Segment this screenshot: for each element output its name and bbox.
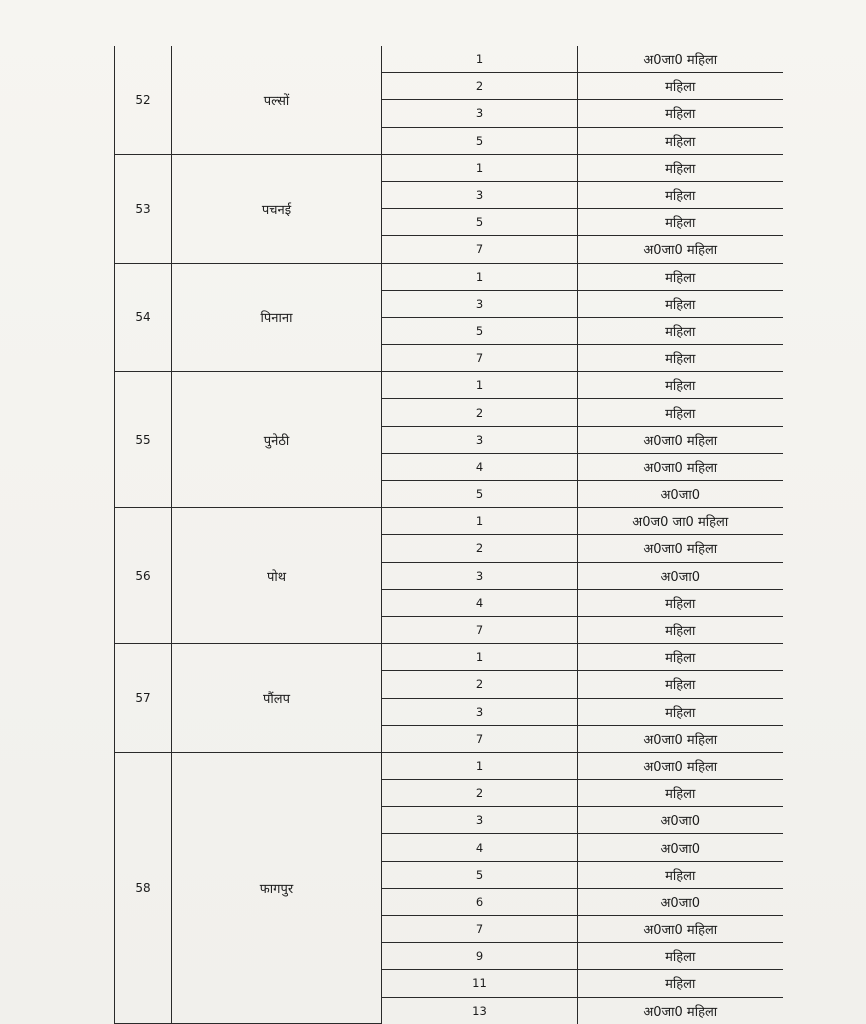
table-row	[115, 154, 783, 181]
table-row	[115, 508, 783, 535]
ward-number-cell: 3	[382, 807, 578, 834]
ward-number-cell: 1	[382, 508, 578, 535]
ward-number-cell: 1	[382, 752, 578, 779]
ward-number-cell: 5	[382, 317, 578, 344]
reservation-category-cell: अ0जा0 महिला	[578, 236, 783, 263]
ward-number-cell: 4	[382, 589, 578, 616]
village-name-cell: पिनाना	[172, 263, 382, 372]
ward-number-cell: 1	[382, 154, 578, 181]
reservation-category-cell: महिला	[578, 616, 783, 643]
ward-number-cell: 1	[382, 644, 578, 671]
serial-number-cell: 54	[115, 263, 172, 372]
ward-number-cell: 3	[382, 562, 578, 589]
reservation-category-cell: महिला	[578, 317, 783, 344]
reservation-category-cell: अ0ज0 जा0 महिला	[578, 508, 783, 535]
ward-number-cell: 9	[382, 943, 578, 970]
serial-number-cell: 57	[115, 644, 172, 753]
serial-number-cell: 58	[115, 752, 172, 1023]
ward-number-cell: 2	[382, 671, 578, 698]
ward-number-cell: 13	[382, 997, 578, 1024]
ward-number-cell: 3	[382, 181, 578, 208]
reservation-category-cell: महिला	[578, 73, 783, 100]
ward-number-cell: 7	[382, 616, 578, 643]
reservation-category-cell: महिला	[578, 399, 783, 426]
ward-number-cell: 5	[382, 209, 578, 236]
ward-number-cell: 3	[382, 426, 578, 453]
ward-number-cell: 1	[382, 46, 578, 73]
ward-number-cell: 7	[382, 725, 578, 752]
ward-number-cell: 5	[382, 861, 578, 888]
ward-number-cell: 11	[382, 970, 578, 997]
table-body	[115, 46, 783, 1024]
ward-number-cell: 7	[382, 236, 578, 263]
reservation-category-cell: महिला	[578, 780, 783, 807]
reservation-category-cell: अ0जा0 महिला	[578, 725, 783, 752]
reservation-category-cell: अ0जा0 महिला	[578, 453, 783, 480]
serial-number-cell: 55	[115, 372, 172, 508]
reservation-category-cell: अ0जा0 महिला	[578, 752, 783, 779]
ward-number-cell: 3	[382, 100, 578, 127]
reservation-category-cell: महिला	[578, 127, 783, 154]
reservation-category-cell: महिला	[578, 345, 783, 372]
reservation-category-cell: अ0जा0 महिला	[578, 916, 783, 943]
reservation-category-cell: महिला	[578, 372, 783, 399]
reservation-category-cell: महिला	[578, 589, 783, 616]
ward-number-cell: 5	[382, 481, 578, 508]
ward-number-cell: 7	[382, 345, 578, 372]
table-row	[115, 46, 783, 73]
ward-number-cell: 5	[382, 127, 578, 154]
table-row	[115, 372, 783, 399]
village-name-cell: पचनई	[172, 154, 382, 263]
reservation-table	[114, 46, 783, 1024]
village-name-cell: पल्सों	[172, 46, 382, 154]
ward-number-cell: 4	[382, 453, 578, 480]
serial-number-cell: 56	[115, 508, 172, 644]
table-row	[115, 752, 783, 779]
ward-number-cell: 3	[382, 698, 578, 725]
table-row	[115, 263, 783, 290]
reservation-category-cell: महिला	[578, 181, 783, 208]
reservation-category-cell: अ0जा0	[578, 481, 783, 508]
reservation-category-cell: अ0जा0	[578, 834, 783, 861]
reservation-category-cell: अ0जा0	[578, 562, 783, 589]
reservation-category-cell: महिला	[578, 209, 783, 236]
ward-number-cell: 2	[382, 399, 578, 426]
ward-number-cell: 3	[382, 290, 578, 317]
reservation-category-cell: महिला	[578, 970, 783, 997]
village-name-cell: पोथ	[172, 508, 382, 644]
reservation-category-cell: अ0जा0	[578, 888, 783, 915]
reservation-category-cell: अ0जा0 महिला	[643, 1004, 718, 1020]
reservation-category-cell: अ0जा0 महिला	[578, 426, 783, 453]
reservation-category-cell: महिला	[578, 644, 783, 671]
reservation-category-cell: महिला	[578, 100, 783, 127]
ward-number-cell: 2	[382, 535, 578, 562]
reservation-category-cell: अ0जा0 महिला	[578, 46, 783, 73]
serial-number-cell: 52	[115, 46, 172, 154]
reservation-category-cell: महिला	[578, 943, 783, 970]
reservation-category-cell: महिला	[578, 290, 783, 317]
village-name-cell: पुनेठी	[172, 372, 382, 508]
serial-number-cell: 53	[115, 154, 172, 263]
village-name-cell: पौंलप	[172, 644, 382, 753]
reservation-category-cell: महिला	[578, 698, 783, 725]
ward-number-cell: 2	[382, 780, 578, 807]
reservation-category-cell: अ0जा0	[578, 807, 783, 834]
table-row	[115, 644, 783, 671]
reservation-category-cell: महिला	[578, 861, 783, 888]
village-name-cell: फागपुर	[172, 752, 382, 1023]
reservation-category-cell: अ0जा0 महिला	[578, 535, 783, 562]
reservation-category-cell: महिला	[578, 263, 783, 290]
ward-number-cell: 1	[382, 263, 578, 290]
ward-number-cell: 6	[382, 888, 578, 915]
ward-number-cell: 7	[382, 916, 578, 943]
reservation-category-cell: महिला	[578, 154, 783, 181]
ward-number-cell: 1	[382, 372, 578, 399]
reservation-category-cell: महिला	[578, 671, 783, 698]
ward-number-cell: 2	[382, 73, 578, 100]
ward-number-cell: 4	[382, 834, 578, 861]
